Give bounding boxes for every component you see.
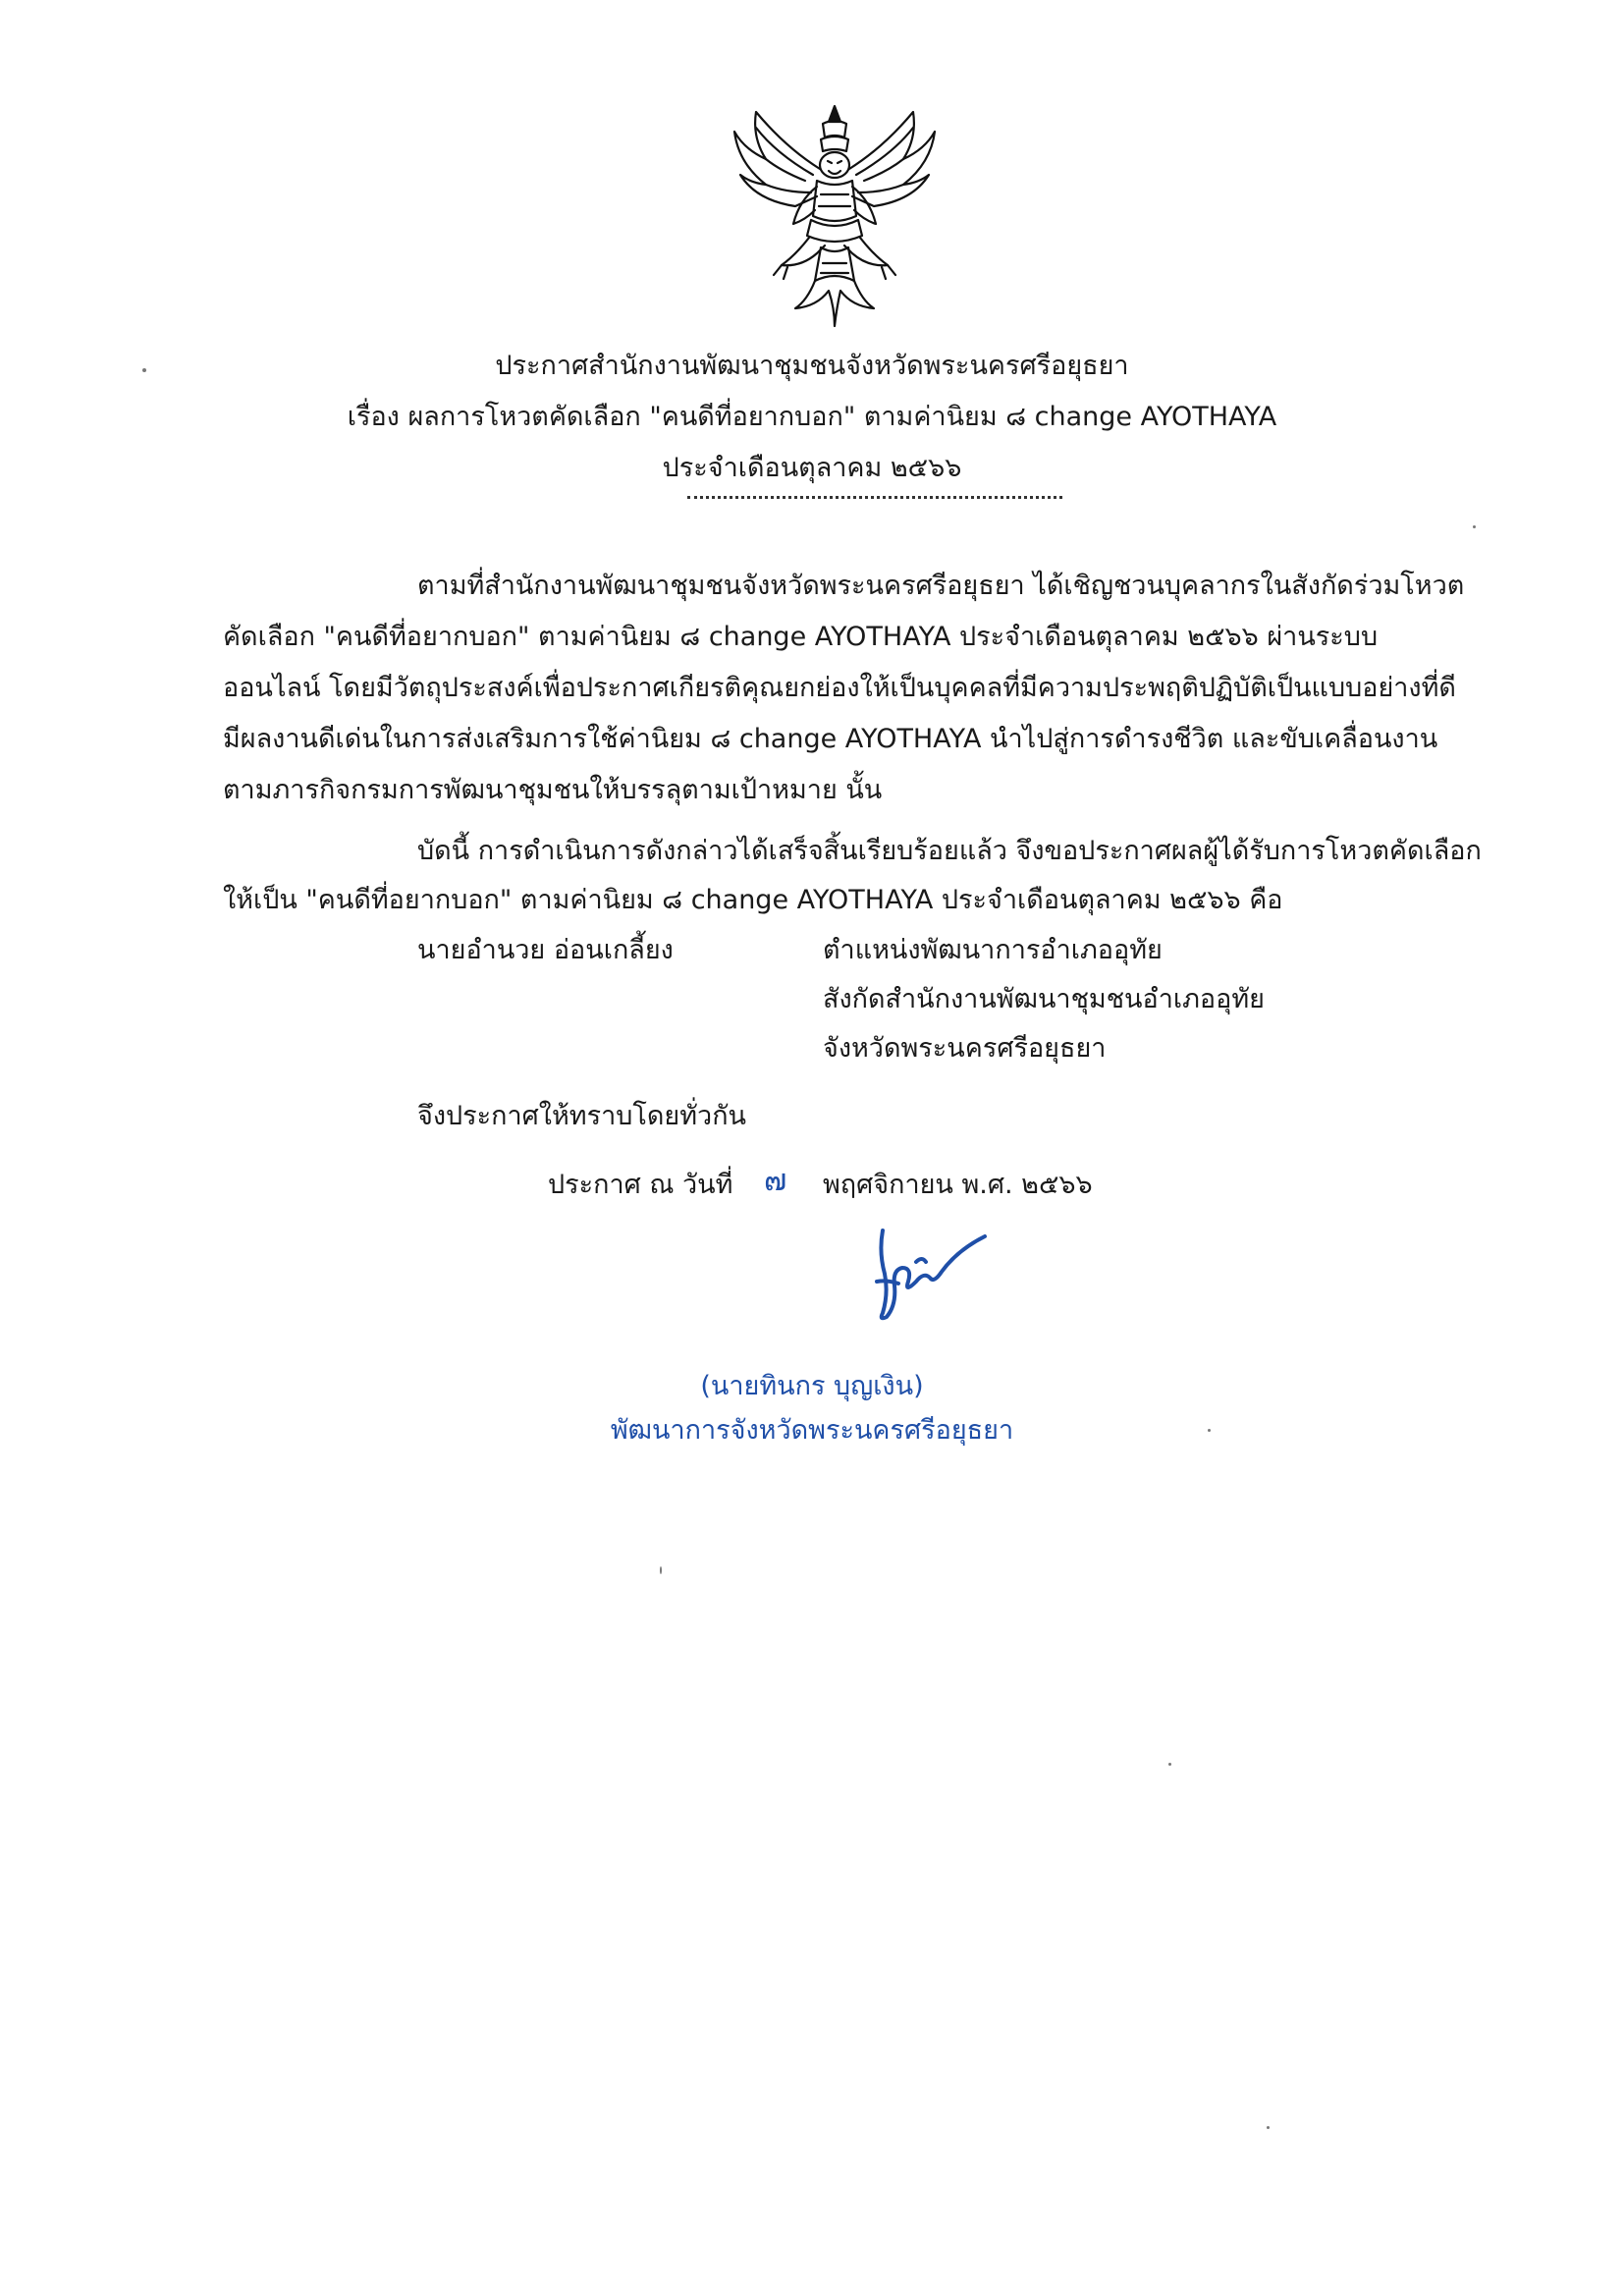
- scan-speck: [142, 368, 146, 372]
- header-line-1: ประกาศสำนักงานพัฒนาชุมชนจังหวัดพระนครศรีอยุธยา: [495, 351, 1129, 381]
- announcement-date-day: ๗: [764, 1163, 787, 1198]
- paragraph-1-line-3: ออนไลน์ โดยมีวัตถุประสงค์เพื่อประกาศเกียรติคุณยกย่องให้เป็นบุคคลที่มีความประพฤติปฏิบัติเป็นแบบอย่างที่ดี: [223, 673, 1456, 703]
- header-month: ประจำเดือนตุลาคม ๒๕๖๖: [662, 453, 962, 483]
- paragraph-1-line-1: ตามที่สำนักงานพัฒนาชุมชนจังหวัดพระนครศรีอยุธยา ได้เชิญชวนบุคลากรในสังกัดร่วมโหวต: [417, 571, 1465, 601]
- handwritten-signature: [869, 1223, 997, 1326]
- scan-speck: [1267, 2126, 1270, 2129]
- signer-name: (นายทินกร บุญเงิน): [700, 1371, 924, 1401]
- header-divider: [687, 496, 1062, 499]
- signer-title: พัฒนาการจังหวัดพระนครศรีอยุธยา: [610, 1415, 1014, 1446]
- scan-speck: [1473, 525, 1476, 528]
- paragraph-1-line-5: ตามภารกิจกรมการพัฒนาชุมชนให้บรรลุตามเป้าหมาย นั้น: [223, 775, 883, 805]
- paragraph-2-line-1: บัดนี้ การดำเนินการดังกล่าวได้เสร็จสิ้นเรียบร้อยแล้ว จึงขอประกาศผลผู้ได้รับการโหวตคัดเลือก: [417, 836, 1482, 866]
- garuda-emblem-icon: [727, 98, 943, 334]
- scan-speck: [1168, 1763, 1171, 1766]
- announcement-date-month-year: พฤศจิกายน พ.ศ. ๒๕๖๖: [823, 1170, 1093, 1200]
- header-subject: เรื่อง ผลการโหวตคัดเลือก "คนดีที่อยากบอก" ตามค่านิยม ๘ change AYOTHAYA: [347, 402, 1277, 432]
- awardee-province: จังหวัดพระนครศรีอยุธยา: [823, 1033, 1107, 1064]
- scan-speck: [1208, 1429, 1211, 1432]
- paragraph-2-line-2: ให้เป็น "คนดีที่อยากบอก" ตามค่านิยม ๘ change AYOTHAYA ประจำเดือนตุลาคม ๒๕๖๖ คือ: [223, 885, 1283, 915]
- scan-speck: [660, 1566, 662, 1574]
- paragraph-1-line-4: มีผลงานดีเด่นในการส่งเสริมการใช้ค่านิยม ๘ change AYOTHAYA นำไปสู่การดำรงชีวิต และขับเคลื่อนงาน: [223, 724, 1438, 754]
- closing-statement: จึงประกาศให้ทราบโดยทั่วกัน: [417, 1101, 746, 1131]
- awardee-position: ตำแหน่งพัฒนาการอำเภออุทัย: [823, 935, 1163, 965]
- paragraph-1-line-2: คัดเลือก "คนดีที่อยากบอก" ตามค่านิยม ๘ change AYOTHAYA ประจำเดือนตุลาคม ๒๕๖๖ ผ่านระบบ: [223, 622, 1379, 652]
- awardee-office: สังกัดสำนักงานพัฒนาชุมชนอำเภออุทัย: [823, 984, 1265, 1014]
- announcement-date-prefix: ประกาศ ณ วันที่: [548, 1170, 733, 1200]
- awardee-name: นายอำนวย อ่อนเกลี้ยง: [417, 935, 674, 965]
